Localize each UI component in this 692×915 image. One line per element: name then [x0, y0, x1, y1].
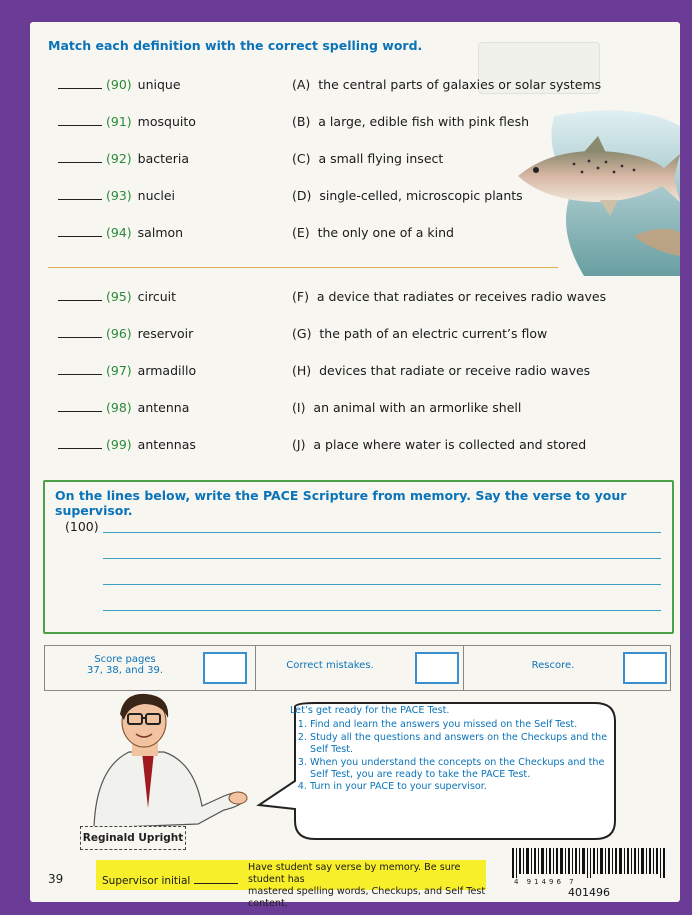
definition: (F) a device that radiates or receives radio waves	[292, 289, 607, 304]
definition: (I) an animal with an armorlike shell	[292, 400, 522, 415]
definition: (C) a small flying insect	[292, 151, 444, 166]
spelling-word: circuit	[137, 289, 177, 304]
correct-mistakes-checkbox[interactable]	[415, 652, 459, 684]
question-number: (100)	[65, 519, 99, 534]
spelling-word: nuclei	[137, 188, 176, 203]
definition: (B) a large, edible fish with pink flesh	[292, 114, 530, 129]
writing-line[interactable]	[103, 558, 661, 559]
matching-instructions: Match each definition with the correct spelling word.	[48, 38, 423, 53]
scripture-box	[43, 480, 674, 634]
bubble-step: 3. When you understand the concepts on the Checkups and the Self Test, you are ready to take the PACE Test.	[310, 757, 615, 782]
correct-mistakes-cell: Correct mistakes.	[255, 646, 464, 690]
match-row: (98) antenna	[58, 400, 189, 420]
writing-line[interactable]	[103, 610, 661, 611]
section-divider	[48, 267, 558, 268]
score-pages-cell: Score pages 37, 38, and 39.	[45, 646, 256, 690]
page-number: 39	[48, 872, 64, 886]
answer-blank[interactable]	[58, 115, 102, 126]
bubble-step: 2. Study all the questions and answers on the Checkups and the Self Test.	[310, 732, 615, 757]
match-row: (97) armadillo	[58, 363, 196, 383]
supervisor-note: Supervisor initial Have student say verse by memory. Be sure student has mastered spelling words, Checkups, and Self Test content.	[96, 860, 486, 890]
barcode-digits: 4 91496 7	[514, 878, 577, 886]
answer-blank[interactable]	[58, 327, 102, 338]
product-code: 401496	[568, 886, 610, 899]
definition: (H) devices that radiate or receive radio waves	[292, 363, 591, 378]
spelling-word: bacteria	[137, 151, 190, 166]
definition: (G) the path of an electric current’s flow	[292, 326, 548, 341]
rescore-cell: Rescore.	[463, 646, 669, 690]
match-row: (94) salmon	[58, 225, 183, 245]
rescore-checkbox[interactable]	[623, 652, 667, 684]
scripture-instructions: On the lines below, write the PACE Scripture from memory. Say the verse to your supervisor.	[55, 488, 627, 518]
match-row: (99) antennas	[58, 437, 196, 457]
match-row: (91) mosquito	[58, 114, 196, 134]
match-row: (90) unique	[58, 77, 181, 97]
spelling-word: antenna	[137, 400, 190, 415]
answer-blank[interactable]	[58, 152, 102, 163]
spelling-word: reservoir	[137, 326, 194, 341]
spelling-word: salmon	[137, 225, 184, 240]
definition: (D) single-celled, microscopic plants	[292, 188, 523, 203]
match-row: (95) circuit	[58, 289, 176, 309]
bubble-text	[290, 705, 615, 794]
score-strip	[44, 645, 671, 691]
bubble-step: 1. Find and learn the answers you missed on the Self Test.	[310, 719, 615, 731]
definition: (J) a place where water is collected and stored	[292, 437, 587, 452]
bubble-title: Let’s get ready for the PACE Test.	[290, 705, 450, 716]
barcode	[510, 848, 672, 878]
writing-line[interactable]	[103, 584, 661, 585]
match-row: (96) reservoir	[58, 326, 193, 346]
answer-blank[interactable]	[58, 189, 102, 200]
match-row: (92) bacteria	[58, 151, 189, 171]
bubble-step: 4. Turn in your PACE to your supervisor.	[310, 781, 615, 793]
answer-blank[interactable]	[58, 401, 102, 412]
reginald-character-illustration	[74, 688, 274, 828]
answer-blank[interactable]	[58, 364, 102, 375]
answer-blank[interactable]	[58, 290, 102, 301]
score-pages-checkbox[interactable]	[203, 652, 247, 684]
spelling-word: mosquito	[137, 114, 196, 129]
bubble-steps	[290, 719, 615, 793]
answer-blank[interactable]	[58, 438, 102, 449]
answer-blank[interactable]	[58, 78, 102, 89]
salmon-illustration	[514, 106, 680, 276]
match-row: (93) nuclei	[58, 188, 175, 208]
workbook-page	[30, 22, 680, 909]
spelling-word: armadillo	[137, 363, 197, 378]
definition: (A) the central parts of galaxies or solar systems	[292, 77, 602, 92]
character-nametag: Reginald Upright	[80, 826, 186, 850]
writing-line[interactable]	[103, 532, 661, 533]
answer-blank[interactable]	[58, 226, 102, 237]
spelling-word: unique	[137, 77, 181, 92]
spelling-word: antennas	[137, 437, 196, 452]
supervisor-initial-blank[interactable]	[194, 875, 238, 884]
definition: (E) the only one of a kind	[292, 225, 454, 240]
